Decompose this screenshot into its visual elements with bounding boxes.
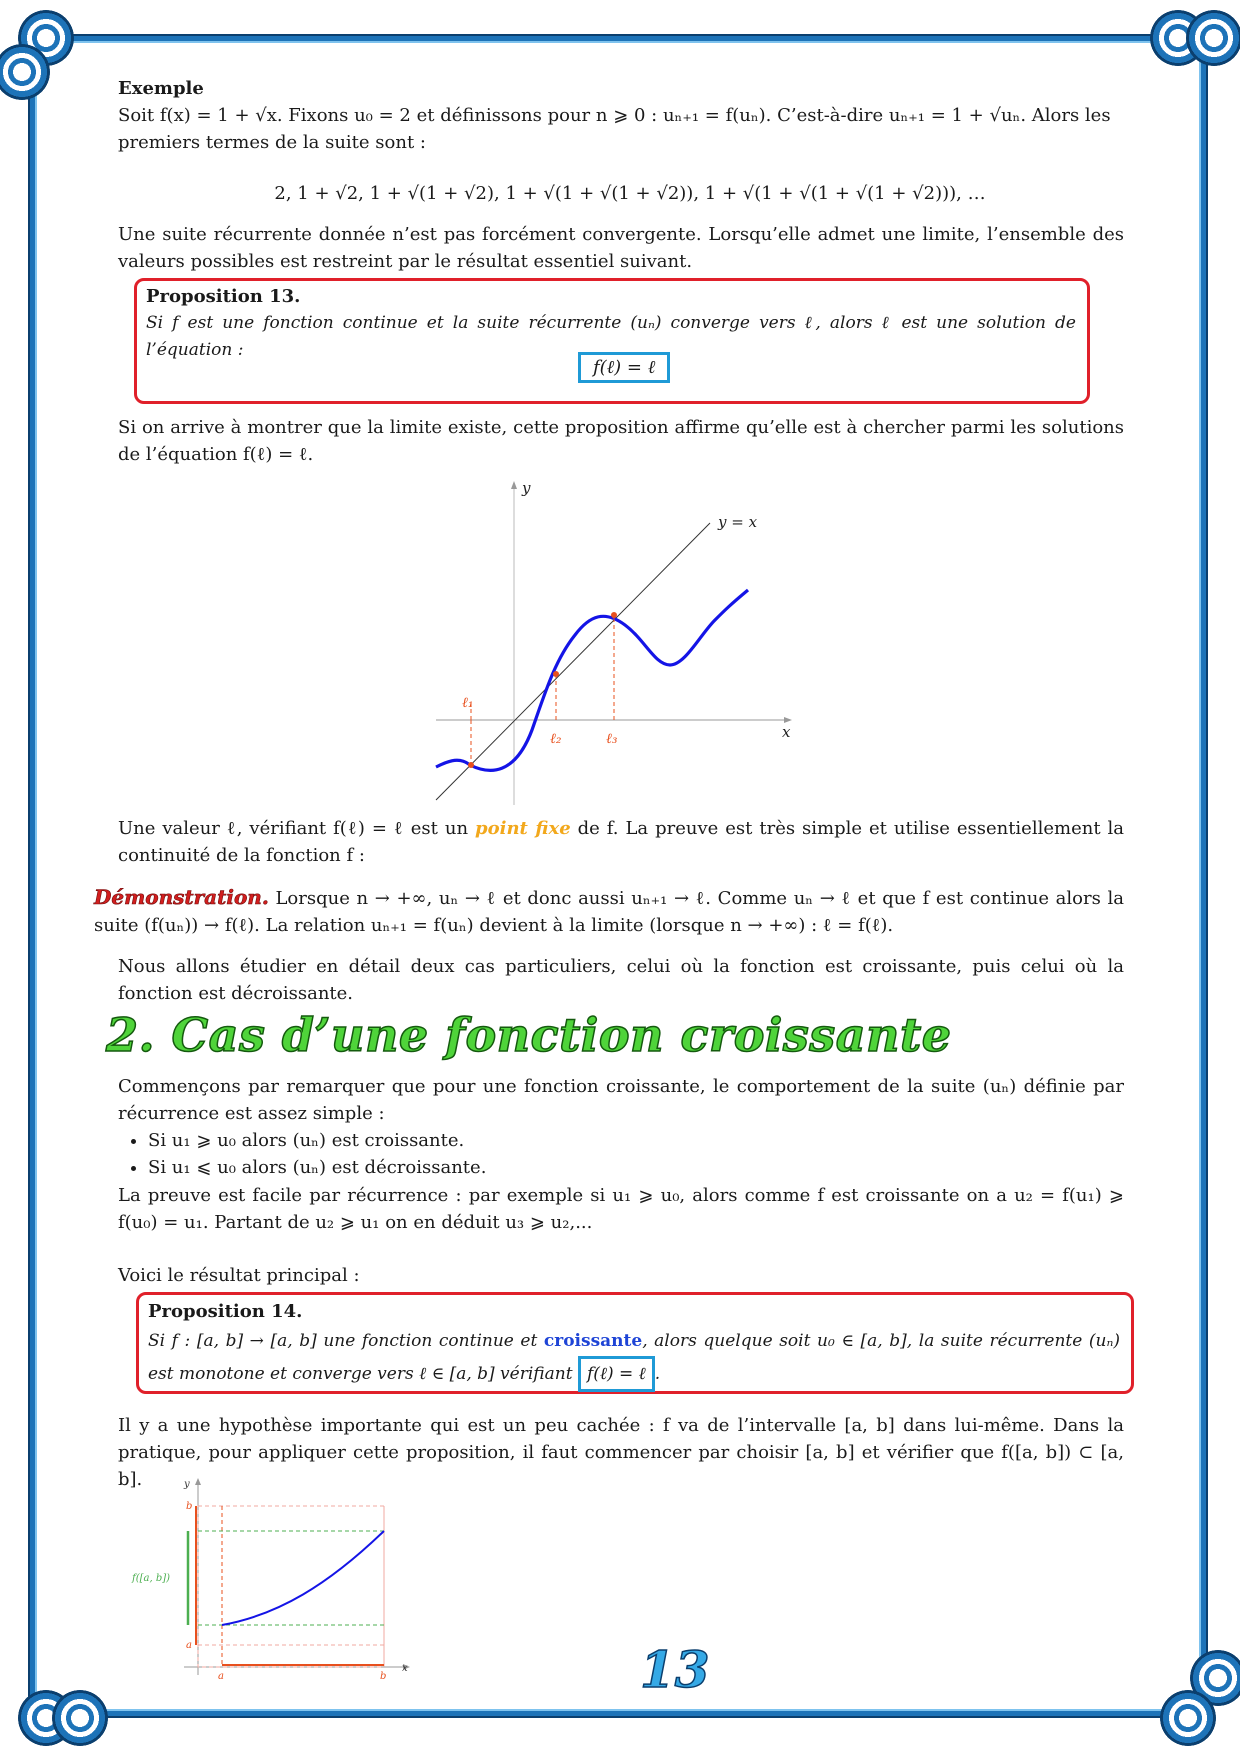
proposition-14-highlight: croissante <box>543 1331 643 1351</box>
proposition-13-title: Proposition 13. <box>146 286 301 307</box>
example-heading: Exemple <box>118 78 204 99</box>
intro-section-2: Commençons par remarquer que pour une fonction croissante, le comportement de la suite (uₙ) définie par récurrence est assez simple : <box>118 1076 1124 1124</box>
proposition-13-equation-wrap <box>578 352 670 383</box>
bullet-item-1: • Si u₁ ⩾ u₀ alors (uₙ) est croissante. <box>148 1127 1124 1154</box>
fixed-point-2 <box>553 671 559 677</box>
x-axis-label: x <box>402 1663 408 1674</box>
x-axis-label: x <box>782 723 791 741</box>
diagonal-line <box>436 523 710 800</box>
demonstration-label: Démonstration. <box>94 885 269 909</box>
l2-label: ℓ₂ <box>550 731 562 747</box>
y-axis-arrow-icon <box>195 1478 201 1485</box>
a-label: a <box>186 1640 192 1651</box>
demonstration-paragraph <box>94 884 1124 939</box>
bullet-list <box>118 1127 1124 1181</box>
section-title: 2. Cas d’une fonction croissante <box>106 1008 952 1062</box>
corner-ornament-icon <box>1186 10 1240 66</box>
domain-square <box>198 1506 384 1667</box>
proposition-14-text <box>148 1326 1120 1392</box>
y-axis-label: y <box>522 479 531 497</box>
l3-label: ℓ₃ <box>606 731 618 747</box>
l1-label: ℓ₁ <box>462 695 474 711</box>
proposition-13-equation: f(ℓ) = ℓ <box>578 352 670 383</box>
corner-ornament-icon <box>52 1690 108 1746</box>
proposition-14-end: . <box>654 1364 661 1384</box>
proposition-14-text-a: Si f : [a, b] → [a, b] une fonction continue et <box>148 1331 544 1351</box>
proposition-14-equation: f(ℓ) = ℓ <box>578 1356 655 1392</box>
cases-paragraph: Nous allons étudier en détail deux cas particuliers, celui où la fonction est croissante, puis celui où la fonction est décroissante. <box>118 956 1124 1004</box>
fab-label: f([a, b]) <box>132 1573 171 1584</box>
proposition-14-text-b: , alors quelque soit u₀ ∈ [a, b], la suite récurrente (uₙ) est monotone et converge vers ℓ ∈ [a, b] vérifiant <box>148 1331 1120 1384</box>
example-line2: premiers termes de la suite sont : <box>118 132 426 153</box>
example-terms: 2, 1 + √2, 1 + √(1 + √2), 1 + √(1 + √(1 + √2)), 1 + √(1 + √(1 + √(1 + √2))), … <box>274 183 986 204</box>
hypothese-paragraph: Il y a une hypothèse importante qui est un peu cachée : f va de l’intervalle [a, b] dans lui-même. Dans la pratique, pour appliquer cette proposition, il faut commencer par choisir [a, b] et vérifier que f([a, b]) ⊂ [a, b]. <box>118 1415 1124 1490</box>
fixed-points-graph <box>420 475 820 815</box>
point-fixe-highlight: point fixe <box>475 818 571 839</box>
bullet-item-2: • Si u₁ ⩽ u₀ alors (uₙ) est décroissante. <box>148 1154 1124 1181</box>
proposition-13-text: Si f est une fonction continue et la suite récurrente (uₙ) converge vers ℓ, alors ℓ est une solution de l’équation : <box>146 313 1076 360</box>
line-label: y = x <box>718 513 758 531</box>
point-fixe-paragraph <box>118 815 1124 869</box>
after-prop13: Si on arrive à montrer que la limite existe, cette proposition affirme qu’elle est à chercher parmi les solutions de l’équation f(ℓ) = ℓ. <box>118 417 1124 465</box>
proposition-14-title: Proposition 14. <box>148 1301 303 1322</box>
example-paragraph: Une suite récurrente donnée n’est pas forcément convergente. Lorsqu’elle admet une limite, l’ensemble des valeurs possibles est restreint par le résultat essentiel suivant. <box>118 224 1124 272</box>
proof-recurrence: La preuve est facile par récurrence : par exemple si u₁ ⩾ u₀, alors comme f est croissante on a u₂ = f(u₁) ⩾ f(u₀) = u₁. Partant de u₂ ⩾ u₁ on en déduit u₃ ⩾ u₂,... <box>118 1185 1124 1233</box>
corner-ornament-icon <box>1160 1690 1216 1746</box>
xa-label: a <box>218 1671 224 1682</box>
function-curve <box>436 590 748 770</box>
y-axis-label: y <box>184 1479 190 1490</box>
b-label: b <box>186 1501 193 1512</box>
point-fixe-before: Une valeur ℓ, vérifiant f(ℓ) = ℓ est un <box>118 818 476 839</box>
xb-label: b <box>380 1671 387 1682</box>
page-number: 13 <box>640 1640 710 1699</box>
interval-graph <box>118 1475 438 1685</box>
fixed-point-3 <box>611 612 617 618</box>
point-fixe-after: de f. La preuve est très simple et utilise essentiellement la continuité de la fonction f : <box>118 818 1125 866</box>
example-line1: Soit f(x) = 1 + √x. Fixons u₀ = 2 et définissons pour n ⩾ 0 : uₙ₊₁ = f(uₙ). C’est-à-dire uₙ₊₁ = 1 + √uₙ. Alors les <box>118 105 1111 126</box>
fixed-point-1 <box>468 762 474 768</box>
y-axis-arrow-icon <box>511 481 517 489</box>
demonstration-text: Lorsque n → +∞, uₙ → ℓ et donc aussi uₙ₊₁ → ℓ. Comme uₙ → ℓ et que f est continue alors la suite (f(uₙ)) → f(ℓ). La relation uₙ₊₁ = f(uₙ) devient à la limite (lorsque n → +∞) : ℓ = f(ℓ). <box>94 888 1124 936</box>
increasing-curve <box>222 1531 384 1625</box>
voici-line: Voici le résultat principal : <box>118 1265 360 1286</box>
